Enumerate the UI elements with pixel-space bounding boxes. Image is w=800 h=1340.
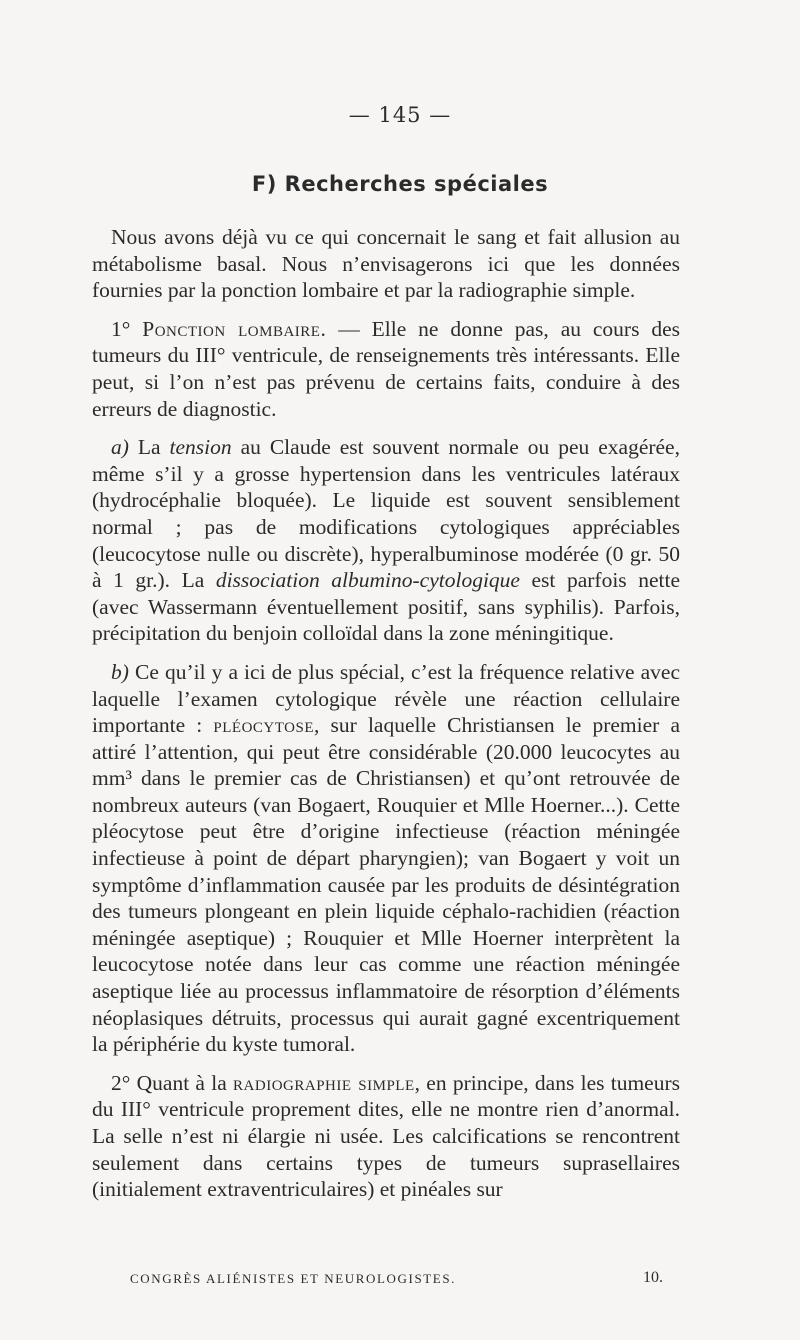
paragraph-radiographie [92, 1070, 680, 1203]
paragraph-text: — Elle ne donne pas, au cours des tumeurs du III° ventricule, de renseignements très intéressants. Elle peut, si l’on n’est pas prévenu de certains faits, conduire à des erreurs de diagnostic. [92, 316, 681, 421]
paragraph-text: au Claude est souvent normale ou peu exagérée, même s’il y a grosse hypertension dans les ventricules latéraux (hydrocéphalie bloquée). Le liquide est souvent sensiblement normal ; pas de modifications cytologiques appréciables (leucocytose nulle ou discrète), hyperalbuminose modérée (0 gr. 50 à 1 gr.). La [92, 435, 680, 593]
paragraph-ponction [92, 316, 680, 422]
signature-line: CONGRÈS ALIÉNISTES ET NEUROLOGISTES. [130, 1271, 457, 1286]
italic-term: tension [169, 435, 232, 460]
italic-term: dissociation albumino-cytologique [215, 568, 520, 593]
paragraph-title: Ponction lombaire. [142, 316, 327, 341]
item-letter: a) [111, 435, 129, 460]
paragraph-text: , sur laquelle Christiansen le premier a attiré l’attention, qui peut être considérable (20.000 leucocytes au mm³ dans le premier cas de Christiansen) et qu’ont retrouvée de nombreux auteurs (van Bogaert, Rouquier et Mlle Hoerner...). Cette pléocytose peut être d’origine infectieuse (réaction méningée infectieuse à point de départ pharyngien); van Bogaert y voit un symptôme d’inflammation causée par les produits de désintégration des tumeurs plongeant en plein liquide céphalo-rachidien (réaction méningée aseptique) ; Rouquier et Mlle Hoerner interprètent la leucocytose notée dans leur cas comme une réaction méningée aseptique liée au processus inflammatoire de résorption d’éléments néoplasiques détruits, processus qui aurait gagné excentriquement la périphérie du kyste tumoral. [92, 713, 680, 1057]
item-letter: b) [111, 659, 129, 684]
paragraph-text: Quant à la [130, 1070, 234, 1095]
page-number: — 145 — [348, 103, 452, 127]
paragraph-intro: Nous avons déjà vu ce qui concernait le sang et fait allusion au métabolisme basal. Nous n’envisagerons ici que les données fournies par la ponction lombaire et par la radiographie simple. [92, 225, 680, 303]
body-text [92, 224, 680, 1215]
paragraph-text: , en principe, dans les tumeurs du III° ventricule proprement dites, elle ne montre rien d’anormal. La selle n’est ni élargie ni usée. Les calcifications se rencontrent seulement dans certains types de tumeurs suprasellaires (initialement extraventriculaires) et pinéales sur [92, 1070, 681, 1202]
page-footer [130, 1271, 663, 1287]
small-caps-term: radiographie simple [233, 1070, 415, 1095]
paragraph-text: La [128, 435, 170, 460]
paragraph-number: 1° [111, 316, 131, 341]
paragraph-a [92, 434, 680, 647]
small-caps-term: pléocytose [213, 713, 314, 738]
paragraph-text: Ce qu’il y a ici de plus spécial, c’est la fréquence relative avec laquelle l’examen cytologique révèle une réaction cellulaire importante : [92, 659, 680, 738]
paragraph-text: est parfois nette (avec Wassermann éventuellement positif, sans syphilis). Parfois, précipitation du benjoin colloïdal dans la zone méningitique. [92, 568, 680, 646]
sheet-number: 10. [643, 1269, 663, 1286]
paragraph-b [92, 659, 680, 1058]
paragraph-number: 2° [111, 1070, 131, 1095]
section-heading: F) Recherches spéciales [251, 172, 549, 196]
